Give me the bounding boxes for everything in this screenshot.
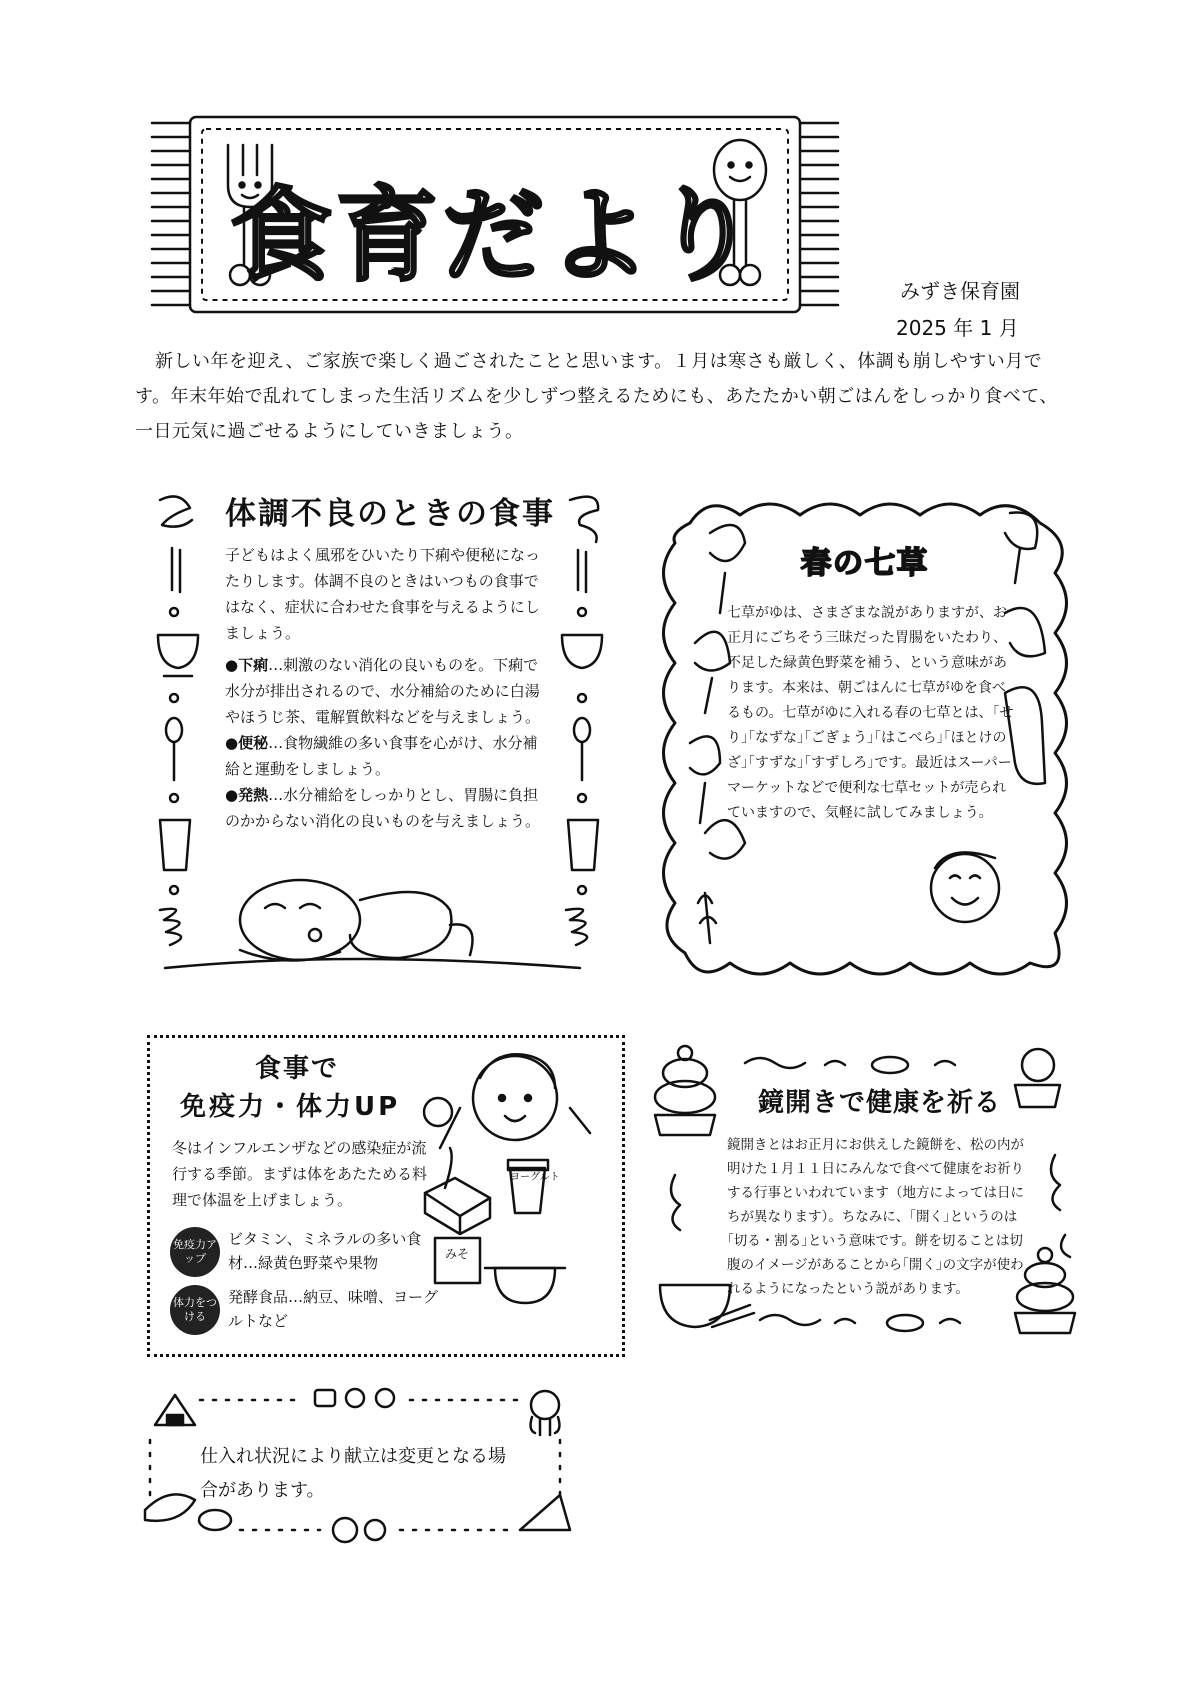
- bullet-heading: 下痢: [238, 656, 269, 674]
- sick-lead: 子どもはよく風邪をひいたり下痢や便秘になったりします。体調不良のときはいつもの食事ではなく、症状に合わせた食事を与えるようにしましょう。: [225, 546, 541, 642]
- spoon-icon: [166, 718, 182, 742]
- bullet-heading: 発熱: [238, 786, 269, 804]
- bullet-text: …刺激のない消化の良いものを。下痢で水分が排出されるので、水分補給のために白湯やほうじ茶、電解質飲料などを与えましょう。: [225, 656, 541, 726]
- bullet-heading: 便秘: [238, 734, 269, 752]
- bun-icon: [346, 1389, 364, 1407]
- rice-ball-icon: [365, 1520, 385, 1540]
- miso-label: みそ: [445, 1247, 470, 1261]
- leaf-icon: [710, 525, 745, 613]
- swirl-icon: [160, 909, 181, 945]
- issue-date: 2025 年 1 月: [896, 316, 1019, 340]
- sick-section-body: [225, 542, 543, 834]
- mandarin-icon: [424, 1098, 452, 1126]
- bullet-diarrhea: [225, 652, 543, 730]
- kagami-mochi-icon: [655, 1046, 715, 1135]
- sandwich-icon: [520, 1495, 570, 1530]
- intro-paragraph: 新しい年を迎え、ご家族で楽しく過ごされたことと思います。１月は寒さも厳しく、体調も崩しやすい月です。年末年始で乱れてしまった生活リズムを少しずつ整えるためにも、あたたかい朝ごはんをしっかり食べて、一日元気に過ごせるようにしていきましょう。: [135, 351, 1058, 442]
- spring-section-body: 七草がゆは、さまざまな説がありますが、お正月にごちそう三昧だった胃腸をいたわり、不足した緑黄色野菜を補う、という意味があります。本来は、朝ごはんに七草がゆを食べるもの。七草がゆに入れる春の七草とは、｢せり｣｢なずな｣｢ごぎょう｣｢はこべら｣｢ほとけのざ｣｢すずな｣｢すずしろ｣です。最近はスーパーマーケットなどで便利な七草セットが売られていますので、気軽に試してみましょう。: [727, 605, 1014, 821]
- broccoli-icon: [376, 1389, 394, 1407]
- egg-icon: [199, 1510, 231, 1530]
- immune-body: 冬はインフルエンザなどの感染症が流行する季節。まずは体をあたためる料理で体温を上げましょう。: [172, 1139, 428, 1209]
- school-name: みずき保育園: [900, 279, 1020, 303]
- bowl-icon: [562, 635, 602, 668]
- menu-change-note: 仕入れ状況により献立は変更となる場合があります。: [200, 1446, 506, 1501]
- immunity-badge-text: ビタミン、ミネラルの多い食材…緑黄色野菜や果物: [228, 1230, 422, 1272]
- mochi-icon: [315, 1390, 335, 1406]
- bullet-mark: ●: [225, 656, 239, 674]
- onigiri-icon: [155, 1395, 195, 1425]
- kagami-section-body: 鏡開きとはお正月にお供えした鏡餅を、松の内が明けた１月１１日にみんなで食べて健康をお祈りする行事といわれています（地方によっては日にちが異なります）。ちなみに、｢開く｣というのは｢切る・割る｣という意味です。餅を切ることは切腹のイメージがあることから｢開く｣の文字が使われるようになったという説があります。: [727, 1137, 1024, 1297]
- cup-icon: [568, 820, 598, 870]
- spoon-icon: [574, 718, 590, 742]
- chopsticks-icon: [172, 548, 180, 592]
- immunity-badge: 免疫力アップ: [170, 1227, 220, 1277]
- bullet-text: …食物繊維の多い食事を心がけ、水分補給と運動をしましょう。: [225, 734, 538, 778]
- title-banner: [150, 115, 840, 315]
- soccer-ball-icon: [333, 1518, 357, 1542]
- leaf-icon: [1005, 512, 1037, 583]
- immune-title-line1: 食事で: [255, 1054, 340, 1084]
- octopus-icon: [531, 1391, 560, 1435]
- fried-shrimp-icon: [145, 1494, 195, 1520]
- swirl-icon: [160, 496, 192, 526]
- bullet-mark: ●: [225, 786, 239, 804]
- immune-title-line2: 免疫力・体力UP: [180, 1092, 401, 1122]
- mochi-character-icon: [1015, 1049, 1060, 1107]
- yogurt-label: ヨーグルト: [510, 1172, 560, 1183]
- bowl-icon: [158, 635, 198, 668]
- cup-icon: [160, 820, 190, 870]
- stamina-badge-text: 発酵食品…納豆、味噌、ヨーグルトなど: [228, 1288, 439, 1330]
- flower-icon: [698, 893, 716, 943]
- spring-section-title: 春の七草: [801, 546, 929, 581]
- swirl-icon: [566, 909, 587, 945]
- kagami-section-title: 鏡開きで健康を祈る: [758, 1088, 1002, 1118]
- swirl-icon: [570, 497, 598, 542]
- bullet-fever: [225, 782, 543, 834]
- bullet-text: …水分補給をしっかりとし、胃腸に負担のかからない消化の良いものを与えましょう。: [225, 786, 541, 830]
- bullet-constipation: [225, 730, 543, 782]
- child-face-icon: [931, 854, 999, 922]
- newsletter-title: 食育だより: [230, 177, 760, 296]
- bullet-mark: ●: [225, 734, 239, 752]
- sleeping-child-illustration: [165, 880, 580, 968]
- chopsticks-icon: [578, 550, 586, 592]
- stamina-badge: 体力をつける: [170, 1285, 220, 1335]
- leaf-icon: [690, 736, 720, 823]
- happy-child-illustration: [424, 1054, 590, 1148]
- sick-section-title: 体調不良のときの食事: [225, 496, 555, 532]
- leaf-icon: [695, 632, 730, 713]
